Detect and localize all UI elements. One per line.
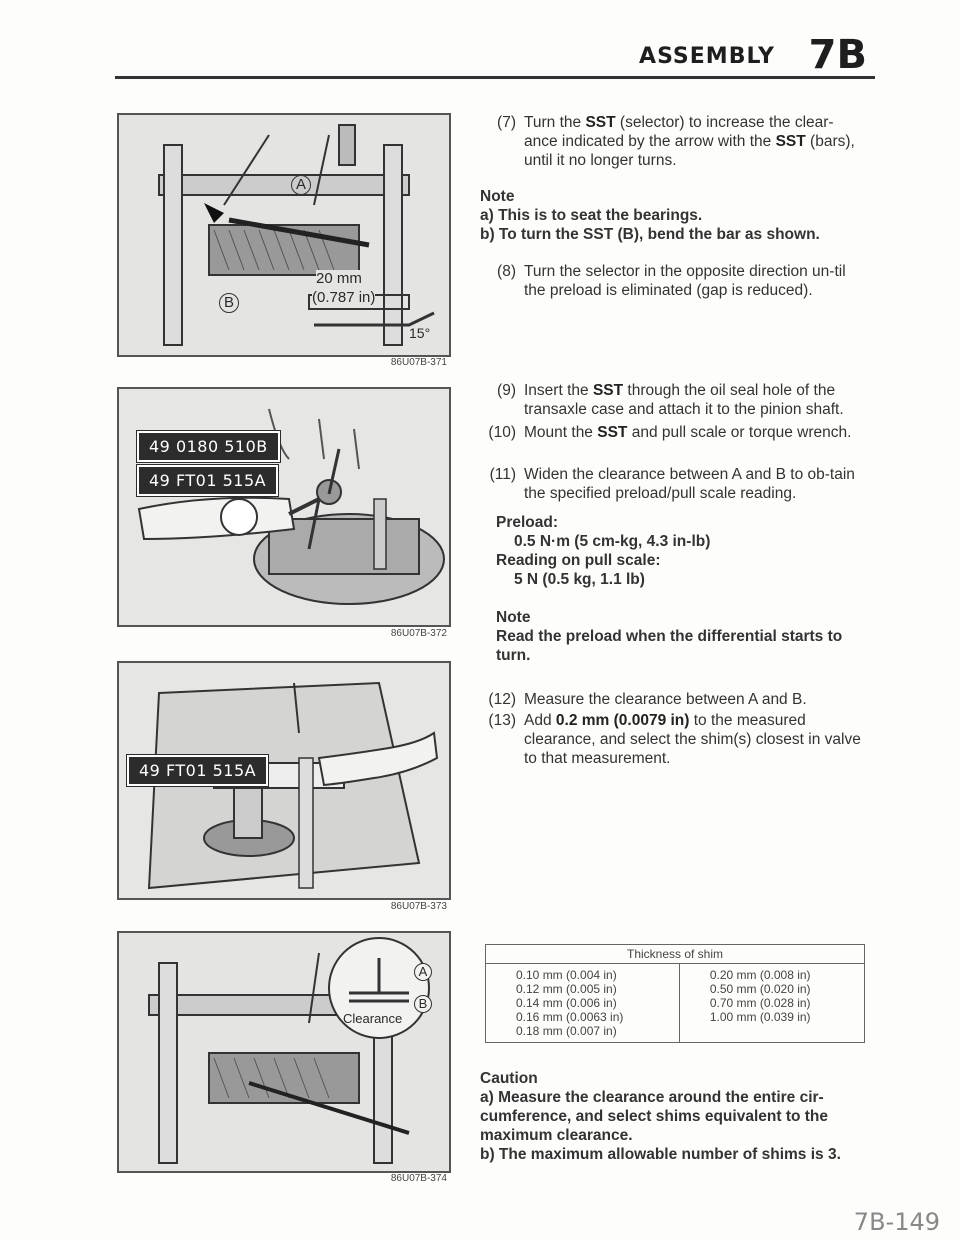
note-line-b: b) To turn the SST (B), bend the bar as shown. xyxy=(480,226,820,243)
figure-2-illustration xyxy=(119,389,449,625)
sst-term: SST xyxy=(585,114,616,131)
preload-label: Preload: xyxy=(496,514,559,531)
note-1 xyxy=(480,187,865,244)
figure-4-diagram xyxy=(117,931,451,1173)
table-header: Thickness of shim xyxy=(486,945,865,964)
step-11 xyxy=(480,465,865,503)
sst-label-3: 49 FT01 515A xyxy=(127,755,268,786)
text: and pull scale or torque wrench. xyxy=(627,424,852,441)
text: Mount the xyxy=(524,424,598,441)
shim-value: 0.12 mm (0.005 in) xyxy=(516,982,617,996)
caution-b: b) The maximum allowable number of shims is 3. xyxy=(480,1146,841,1163)
shim-column-left xyxy=(486,964,680,1043)
note-text: Read the preload when the differential starts to turn. xyxy=(496,628,843,664)
clearance-label: Clearance xyxy=(343,1011,403,1026)
sst-term: SST xyxy=(592,382,624,399)
sst-term: SST xyxy=(775,133,806,150)
dimension-mm: 20 mm xyxy=(316,270,362,287)
section-number: 7B xyxy=(808,32,867,78)
text: Add xyxy=(524,712,556,729)
shim-value: 0.16 mm (0.0063 in) xyxy=(516,1010,624,1024)
text: Turn the xyxy=(524,114,586,131)
step-number: (8) xyxy=(497,263,516,280)
caution-heading: Caution xyxy=(480,1070,538,1087)
figure-4-code: 86U07B-374 xyxy=(390,1173,447,1184)
shim-value: 0.10 mm (0.004 in) xyxy=(516,968,617,982)
section-title: ASSEMBLY xyxy=(639,44,775,69)
step-text: Turn the selector in the opposite direction un-til the preload is eliminated (gap is reduced). xyxy=(524,263,846,299)
shim-value: 0.14 mm (0.006 in) xyxy=(516,996,617,1010)
figure-1-illustration xyxy=(119,115,449,355)
shim-value: 1.00 mm (0.039 in) xyxy=(709,1010,811,1024)
text: to the measured clearance, and select the shim(s) closest in valve to that measurement. xyxy=(524,712,861,767)
figure-3-code: 86U07B-373 xyxy=(390,901,447,912)
caution-block xyxy=(480,1069,865,1164)
dimension-in: (0.787 in) xyxy=(312,289,376,306)
figure-1-diagram xyxy=(117,113,451,357)
shim-value: 0.18 mm (0.007 in) xyxy=(516,1024,617,1038)
sst-label-1: 49 0180 510B xyxy=(137,431,280,462)
reading-label: Reading on pull scale: xyxy=(496,552,661,569)
sst-term: SST xyxy=(597,424,628,441)
figure-4-illustration xyxy=(119,933,449,1171)
text: (selector) to increase the clear-ance indicated by the arrow with the xyxy=(524,114,834,150)
shim-thickness-table xyxy=(485,944,865,1043)
sst-label-2: 49 FT01 515A xyxy=(137,465,278,496)
clearance-value: 0.2 mm (0.0079 in) xyxy=(555,712,690,729)
shim-value: 0.50 mm (0.020 in) xyxy=(709,982,811,996)
note-2 xyxy=(480,608,865,665)
note-line-a: a) This is to seat the bearings. xyxy=(480,207,703,224)
caution-a: a) Measure the clearance around the entire cir-cumference, and select shims equivalent to the maximum clearance. xyxy=(480,1089,829,1144)
step-9 xyxy=(480,381,865,419)
step-text: Widen the clearance between A and B to ob-tain the specified preload/pull scale reading. xyxy=(524,466,855,502)
text: Insert the xyxy=(524,382,593,399)
shim-value: 0.20 mm (0.008 in) xyxy=(709,968,811,982)
callout-b-2: B xyxy=(414,995,432,1013)
step-number: (11) xyxy=(489,466,516,483)
shim-column-right xyxy=(679,964,864,1043)
step-text: Measure the clearance between A and B. xyxy=(524,691,807,708)
step-8 xyxy=(480,262,865,300)
figure-2-code: 86U07B-372 xyxy=(390,628,447,639)
callout-b: B xyxy=(219,293,239,313)
reading-value: 5 N (0.5 kg, 1.1 lb) xyxy=(514,571,645,588)
note-heading: Note xyxy=(496,609,531,626)
page-number: 7B-149 xyxy=(853,1208,940,1236)
text: through the oil seal hole of the transaxle case and attach it to the pinion shaft. xyxy=(524,382,844,418)
step-10 xyxy=(480,423,865,442)
preload-value: 0.5 N·m (5 cm-kg, 4.3 in-lb) xyxy=(514,533,711,550)
step-number: (13) xyxy=(488,712,516,729)
figure-3-diagram xyxy=(117,661,451,900)
spec-block xyxy=(480,513,865,589)
callout-a-2: A xyxy=(414,963,432,981)
page-header xyxy=(115,32,875,79)
callout-a: A xyxy=(291,175,311,195)
step-13 xyxy=(480,711,865,768)
step-number: (9) xyxy=(497,382,516,399)
figure-1-code: 86U07B-371 xyxy=(390,357,447,368)
step-number: (12) xyxy=(488,691,516,708)
step-12 xyxy=(480,690,865,709)
step-number: (10) xyxy=(488,424,516,441)
shim-value: 0.70 mm (0.028 in) xyxy=(709,996,811,1010)
text: (bars), until it no longer turns. xyxy=(524,133,855,169)
note-heading: Note xyxy=(480,188,515,205)
angle-label: 15° xyxy=(409,325,431,341)
figure-2-diagram xyxy=(117,387,451,627)
step-number: (7) xyxy=(497,114,516,131)
step-7 xyxy=(480,113,865,170)
